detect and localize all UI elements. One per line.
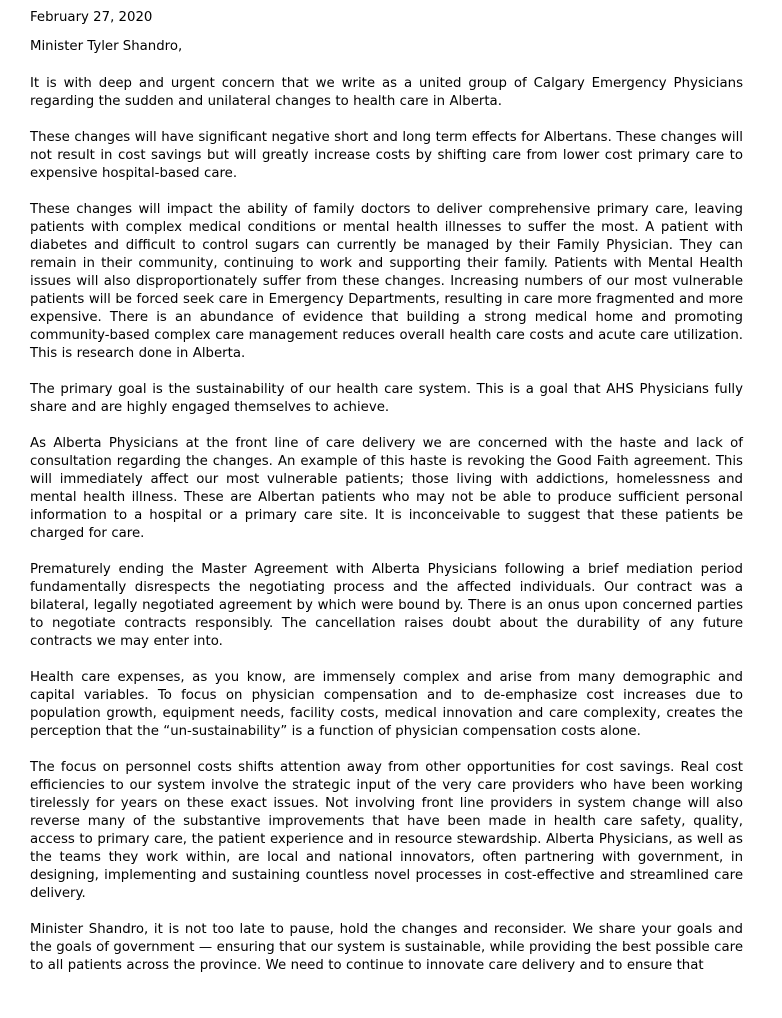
paragraph-closing-appeal: Minister Shandro, it is not too late to pause, hold the changes and reconsider. We share your goals and the goals of government — ensuring that our system is sustainable, while providing the best possible care to all patients across the province. We need to continue to innovate care delivery and to ensure that bbox=[30, 922, 743, 973]
letter-salutation: Minister Tyler Shandro, bbox=[30, 39, 183, 54]
paragraph-opening: It is with deep and urgent concern that we write as a united group of Calgary Emergency Physicians regarding the sudden and unilateral changes to health care in Alberta. bbox=[30, 76, 743, 109]
paragraph-personnel-costs: The focus on personnel costs shifts attention away from other opportunities for cost savings. Real cost efficiencies to our system involve the strategic input of the very care providers who have been working tirelessly for years on these exact issues. Not involving front line providers in system change will also reverse many of the substantive improvements that have been made in health care safety, quality, access to primary care, the patient experience and in resource stewardship. Alberta Physicians, as well as the teams they work within, are local and national innovators, often partnering with government, in designing, implementing and sustaining countless novel processes in cost-effective and streamlined care delivery. bbox=[30, 760, 743, 901]
paragraph-sustainability-goal: The primary goal is the sustainability of our health care system. This is a goal that AHS Physicians fully share and are highly engaged themselves to achieve. bbox=[30, 382, 743, 415]
letter-date: February 27, 2020 bbox=[30, 10, 153, 25]
paragraph-primary-care-impact: These changes will impact the ability of family doctors to deliver comprehensive primary care, leaving patients with complex medical conditions or mental health illnesses to suffer the most. A patient with diabetes and difficult to control sugars can currently be managed by their Family Physician. They can remain in their community, continuing to work and supporting their family. Patients with Mental Health issues will also disproportionately suffer from these changes. Increasing numbers of our most vulnerable patients will be forced seek care in Emergency Departments, resulting in care more fragmented and more expensive. There is an abundance of evidence that building a strong medical home and promoting community-based complex care management reduces overall health care costs and acute care utilization. This is research done in Alberta. bbox=[30, 202, 743, 361]
paragraph-health-care-expenses: Health care expenses, as you know, are immensely complex and arise from many demographic and capital variables. To focus on physician compensation and to de-emphasize cost increases due to population growth, equipment needs, facility costs, medical innovation and care complexity, creates the perception that the “un-sustainability” is a function of physician compensation costs alone. bbox=[30, 670, 743, 739]
paragraph-consultation-concern: As Alberta Physicians at the front line of care delivery we are concerned with the haste and lack of consultation regarding the changes. An example of this haste is revoking the Good Faith agreement. This will immediately affect our most vulnerable patients; those living with addictions, homelessness and mental health illness. These are Albertan patients who may not be able to produce sufficient personal information to a hospital or a primary care site. It is inconceivable to suggest that these patients be charged for care. bbox=[30, 436, 743, 541]
paragraph-master-agreement: Prematurely ending the Master Agreement with Alberta Physicians following a brief mediation period fundamentally disrespects the negotiating process and the affected individuals. Our contract was a bilateral, legally negotiated agreement by which were bound by. There is an onus upon concerned parties to negotiate contracts responsibly. The cancellation raises doubt about the durability of any future contracts we may enter into. bbox=[30, 562, 743, 649]
letter-body bbox=[30, 9, 743, 975]
paragraph-cost-effects: These changes will have significant negative short and long term effects for Albertans. These changes will not result in cost savings but will greatly increase costs by shifting care from lower cost primary care to expensive hospital-based care. bbox=[30, 130, 743, 181]
